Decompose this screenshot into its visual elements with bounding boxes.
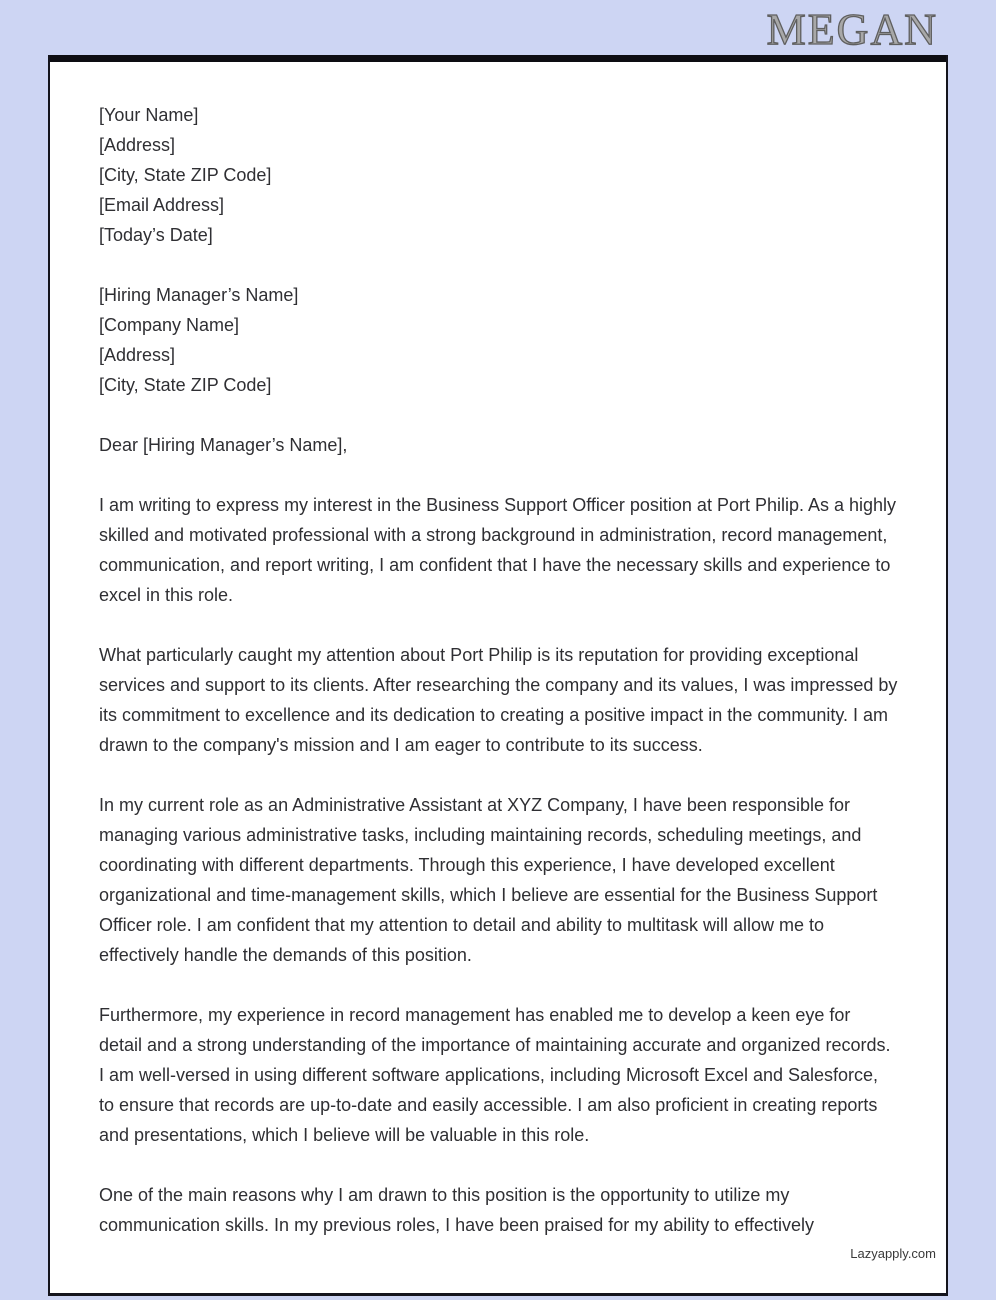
letter-page [48, 55, 948, 1296]
paragraph-company-interest: What particularly caught my attention about Port Philip is its reputation for providing exceptional services and support to its clients. After researching the company and its values, I was impressed by its commitment to excellence and its dedication to creating a positive impact in the community. I am drawn to the company's mission and I am eager to contribute to its success. [99, 645, 898, 755]
page-top-bar [50, 55, 946, 62]
recipient-address-line: [Address] [99, 345, 176, 365]
sender-email-line: [Email Address] [99, 195, 225, 215]
watermark-text: Lazyapply.com [850, 1246, 936, 1261]
salutation: Dear [Hiring Manager’s Name], [99, 435, 348, 455]
paragraph-record-management: Furthermore, my experience in record management has enabled me to develop a keen eye for detail and a strong understanding of the importance of maintaining accurate and organized records. I am well-versed in using different software applications, including Microsoft Excel and Salesforce, to ensure that records are up-to-date and easily accessible. I am also proficient in creating reports and presentations, which I believe will be valuable in this role. [99, 1005, 891, 1145]
recipient-name-line: [Hiring Manager’s Name] [99, 285, 299, 305]
brand-logo: MEGAN [766, 5, 938, 54]
sender-date-line: [Today’s Date] [99, 225, 213, 245]
letter-body [50, 62, 946, 1240]
paragraph-current-role: In my current role as an Administrative Assistant at XYZ Company, I have been responsible for managing various administrative tasks, including maintaining records, scheduling meetings, and coordinating with different departments. Through this experience, I have developed excellent organizational and time-management skills, which I believe are essential for the Business Support Officer role. I am confident that my attention to detail and ability to multitask will allow me to effectively handle the demands of this position. [99, 795, 878, 965]
recipient-block [99, 280, 898, 400]
sender-block [99, 100, 898, 250]
sender-name-line: [Your Name] [99, 105, 199, 125]
paragraph-intro: I am writing to express my interest in the Business Support Officer position at Port Philip. As a highly skilled and motivated professional with a strong background in administration, record management, communication, and report writing, I am confident that I have the necessary skills and experience to excel in this role. [99, 495, 897, 605]
recipient-city-line: [City, State ZIP Code] [99, 375, 272, 395]
sender-city-line: [City, State ZIP Code] [99, 165, 272, 185]
recipient-company-line: [Company Name] [99, 315, 240, 335]
paragraph-communication: One of the main reasons why I am drawn to this position is the opportunity to utilize my communication skills. In my previous roles, I have been praised for my ability to effectively [99, 1185, 814, 1235]
sender-address-line: [Address] [99, 135, 176, 155]
